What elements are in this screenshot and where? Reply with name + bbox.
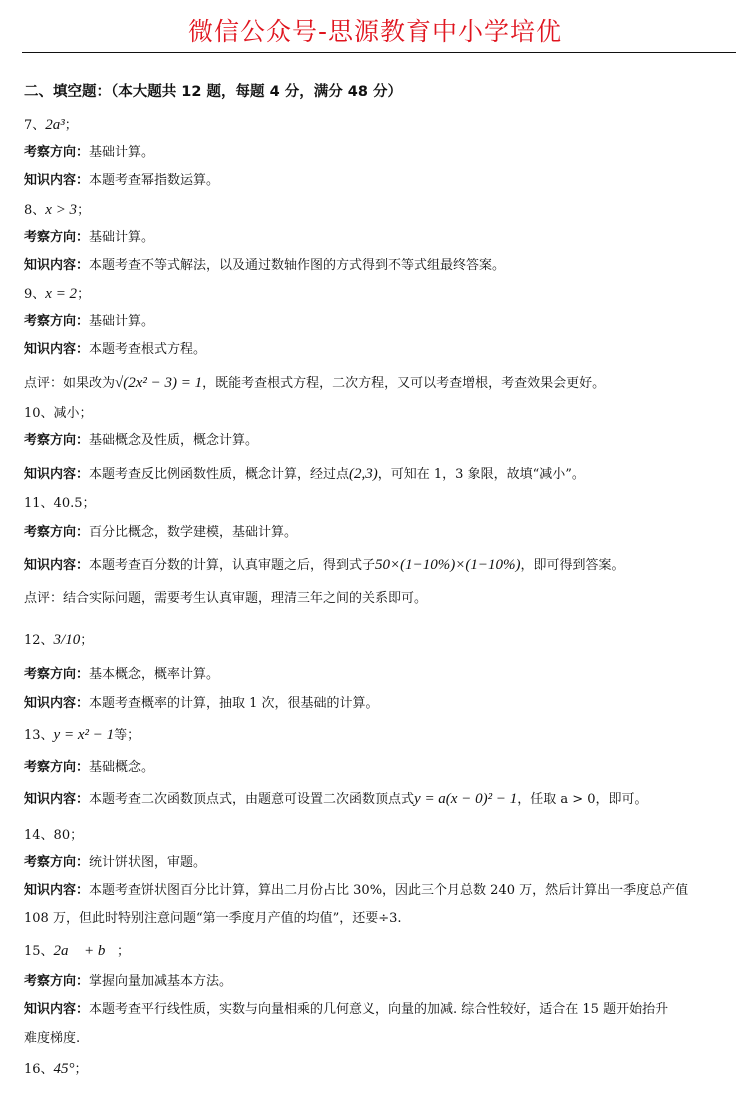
- answer-line: [24, 907, 402, 926]
- line-text: 16、: [24, 1062, 54, 1077]
- line-text: 本题考查饼状图百分比计算，算出二月份占比 30%，因此三个月总数 240 万，然后计算出一季度总产值: [89, 883, 689, 898]
- line-label: 考察方向：: [24, 525, 90, 540]
- answer-line: [24, 521, 297, 540]
- line-text-after: ；: [77, 287, 91, 302]
- line-text: 点评：如果改为: [24, 376, 116, 391]
- line-text: 108 万，但此时特别注意问题“第一季度月产值的均值”，还要÷3.: [24, 911, 402, 926]
- math-expression: √(2x² − 3) = 1: [115, 375, 203, 391]
- answer-line: [24, 756, 154, 775]
- line-text-after: ；: [117, 944, 131, 959]
- line-text: 基本概念，概率计算。: [89, 667, 220, 682]
- line-label: 知识内容：: [24, 1002, 90, 1017]
- math-expression: x > 3: [45, 202, 78, 218]
- line-text: 13、: [24, 728, 54, 743]
- line-label: 知识内容：: [24, 792, 90, 807]
- line-label: 知识内容：: [24, 883, 90, 898]
- answer-line: [24, 402, 93, 421]
- line-text: 15、: [24, 944, 54, 959]
- line-text-after: ；: [77, 203, 91, 218]
- section-heading: 二、填空题：（本大题共 12 题，每题 4 分，满分 48 分）: [24, 84, 402, 100]
- answer-line: [24, 114, 78, 134]
- line-text: 掌握向量加减基本方法。: [89, 974, 233, 989]
- line-label: 知识内容：: [24, 173, 90, 188]
- line-label: 知识内容：: [24, 467, 90, 482]
- line-label: 考察方向：: [24, 667, 90, 682]
- line-text: 本题考查反比例函数性质，概念计算，经过点: [89, 467, 350, 482]
- line-text: 基础概念。: [89, 760, 155, 775]
- answer-line: [24, 940, 130, 960]
- line-text: 难度梯度.: [24, 1031, 81, 1046]
- answer-line: [24, 1058, 88, 1078]
- line-label: 知识内容：: [24, 558, 90, 573]
- math-expression: (2,3): [349, 466, 378, 482]
- line-text-after: ，任取 a > 0，即可。: [517, 792, 648, 807]
- line-text: 本题考查百分数的计算，认真审题之后，得到式子: [89, 558, 376, 573]
- answer-line: [24, 254, 505, 273]
- line-text: 基础计算。: [89, 314, 155, 329]
- line-text: 基础计算。: [89, 230, 155, 245]
- answer-line: [24, 492, 96, 511]
- line-text-after: ，可知在 1，3 象限，故填“减小”。: [377, 467, 585, 482]
- answer-line: [24, 587, 427, 606]
- answer-line: [24, 283, 90, 303]
- line-text: 14、80；: [24, 828, 84, 843]
- line-text-after: ；: [64, 118, 78, 133]
- math-expression: 2a³: [45, 117, 65, 133]
- answer-line: [24, 824, 83, 843]
- answer-line: [24, 338, 206, 357]
- line-text: 基础计算。: [89, 145, 155, 160]
- math-expression: 3/10: [53, 632, 81, 648]
- answer-line: [24, 463, 585, 483]
- line-label: 考察方向：: [24, 974, 90, 989]
- line-text: 7、: [24, 118, 46, 133]
- line-text: 8、: [24, 203, 46, 218]
- line-label: 考察方向：: [24, 230, 90, 245]
- line-text: 统计饼状图，审题。: [89, 855, 207, 870]
- line-text: 本题考查幂指数运算。: [89, 173, 220, 188]
- math-expression: x = 2: [45, 286, 78, 302]
- answer-line: [24, 226, 154, 245]
- line-text: 百分比概念，数学建模，基础计算。: [89, 525, 298, 540]
- answer-line: [24, 879, 688, 898]
- answer-line: [24, 788, 648, 808]
- line-label: 考察方向：: [24, 145, 90, 160]
- line-text: 10、减小；: [24, 406, 93, 421]
- answer-line: [24, 141, 154, 160]
- line-text: 本题考查平行线性质，实数与向量相乘的几何意义，向量的加减. 综合性较好，适合在 15 题开始抬升: [89, 1002, 669, 1017]
- line-text-after: ，即可得到答案。: [520, 558, 625, 573]
- line-label: 考察方向：: [24, 433, 90, 448]
- answer-line: [24, 199, 90, 219]
- answer-line: [24, 970, 232, 989]
- line-text: 本题考查不等式解法，以及通过数轴作图的方式得到不等式组最终答案。: [89, 258, 506, 273]
- line-label: 考察方向：: [24, 314, 90, 329]
- line-label: 知识内容：: [24, 696, 90, 711]
- line-text: 12、: [24, 633, 54, 648]
- answer-line: [24, 1027, 80, 1046]
- answer-line: [24, 169, 219, 188]
- answer-line: [24, 998, 668, 1017]
- answer-line: [24, 310, 154, 329]
- line-text-after: ，既能考查根式方程，二次方程，又可以考查增根，考查效果会更好。: [202, 376, 606, 391]
- answer-line: [24, 372, 605, 392]
- line-label: 知识内容：: [24, 342, 90, 357]
- line-text: 本题考查概率的计算，抽取 1 次，很基础的计算。: [89, 696, 379, 711]
- line-text-after: ；: [74, 1062, 88, 1077]
- header-divider: [22, 52, 736, 53]
- line-text: 点评：结合实际问题，需要考生认真审题，理清三年之间的关系即可。: [24, 591, 428, 606]
- line-label: 知识内容：: [24, 258, 90, 273]
- math-expression: 2a⃗ + b⃗: [53, 943, 118, 959]
- line-text-after: 等；: [114, 728, 141, 743]
- line-text: 9、: [24, 287, 46, 302]
- line-label: 考察方向：: [24, 855, 90, 870]
- line-text: 本题考查二次函数顶点式，由题意可设置二次函数顶点式: [89, 792, 415, 807]
- answer-line: [24, 724, 140, 744]
- header-title: 微信公众号-思源教育中小学培优: [187, 17, 563, 46]
- answer-line: [24, 429, 258, 448]
- math-expression: 45°: [53, 1061, 75, 1077]
- line-text: 本题考查根式方程。: [89, 342, 207, 357]
- math-expression: y = x² − 1: [53, 727, 115, 743]
- answer-line: [24, 629, 93, 649]
- math-expression: 50×(1−10%)×(1−10%): [375, 557, 521, 573]
- answer-line: [24, 663, 219, 682]
- answer-line: [24, 692, 379, 711]
- line-label: 考察方向：: [24, 760, 90, 775]
- line-text: 11、40.5；: [24, 496, 96, 511]
- answer-line: [24, 851, 206, 870]
- line-text: 基础概念及性质，概念计算。: [89, 433, 259, 448]
- line-text-after: ；: [80, 633, 94, 648]
- math-expression: y = a(x − 0)² − 1: [414, 791, 518, 807]
- answer-line: [24, 554, 625, 574]
